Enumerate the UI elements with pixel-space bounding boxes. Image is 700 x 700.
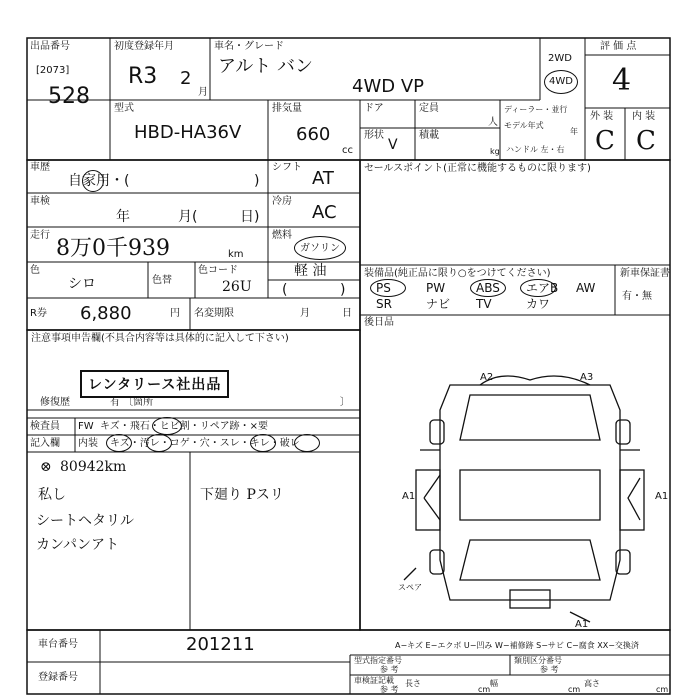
hw-right-note: 下廻り Pスリ [200, 487, 284, 503]
equipment-label: 装備品(純正品に限り○をつけてください) [364, 268, 551, 279]
fuel-gasoline: ガソリン [300, 243, 340, 254]
mark-a3: A3 [580, 372, 594, 383]
cert-ref: 参 考 [380, 685, 399, 694]
int-check-text: キズ・汚レ・コゲ・穴・スレ・キレ・破レ [110, 438, 300, 449]
history-label: 車歴 [30, 162, 50, 173]
repair-close: 〕 [340, 397, 350, 408]
expiry-month: 月 [300, 308, 310, 319]
color-value: シロ [68, 276, 96, 292]
door-label: ドア [364, 103, 384, 114]
model-label: 型式 [114, 103, 134, 114]
mileage-unit: km [228, 249, 244, 260]
inspection-year: 年 [116, 209, 130, 225]
model-year-label: モデル年式 [504, 121, 544, 130]
mileage-value: 8万0千939 [56, 236, 170, 261]
first-reg-label: 初度登録年月 [114, 41, 174, 52]
rental-stamp: レンタリース社出品 [80, 370, 229, 398]
grade: 4WD VP [352, 76, 424, 97]
inspector-label-2: 記入欄 [30, 438, 60, 449]
ext-value: C [595, 126, 615, 156]
dealer-label: ディーラー・並行 [504, 105, 568, 114]
color-code-label: 色コード [198, 265, 238, 276]
eval-score: 4 [612, 63, 632, 98]
left-door-outline [416, 470, 440, 530]
inspector-label-1: 検査員 [30, 421, 60, 432]
int-check-label: 内装 [78, 438, 98, 449]
recycle-label: R券 [30, 308, 47, 319]
cat-label: 類別区分番号 [514, 656, 562, 665]
mark-a1-rear: A1 [575, 619, 589, 630]
warranty-value: 有・無 [622, 291, 652, 302]
warranty-label: 新車保証書 [620, 268, 670, 279]
equipment-item: AW [576, 281, 596, 295]
car-name-label: 車名・グレード [214, 41, 284, 52]
hw-line-1: 私し [38, 487, 66, 503]
shape-value: V [388, 137, 398, 153]
mark-a1-left: A1 [402, 491, 416, 502]
length-label: 長さ [405, 679, 421, 688]
chassis-label: 車台番号 [38, 639, 78, 650]
color-change-label: 色替 [152, 275, 172, 286]
recycle-value: 6,880 [80, 303, 132, 324]
recycle-unit: 円 [170, 308, 180, 319]
model-code: HBD-HA36V [134, 122, 242, 143]
inspection-label: 車検 [30, 196, 50, 207]
shift-value: AT [312, 168, 334, 189]
disp-unit: cc [342, 145, 353, 156]
damage-legend: A−キズ E−エクボ U−凹み W−補修跡 S−サビ C−腐食 XX−交換済 [395, 641, 639, 650]
hw-line-2: シートヘタリル [36, 513, 134, 529]
mark-a1-right: A1 [655, 491, 669, 502]
equipment-item: PS [376, 281, 391, 295]
year-unit: 年 [570, 127, 578, 136]
lot-label: 出品番号 [30, 41, 70, 52]
spare-note: スペア [398, 583, 422, 592]
expiry-day: 日 [342, 308, 352, 319]
rear-window-outline [460, 540, 600, 580]
fuel-close: ) [340, 282, 346, 298]
shape-label: 形状 [364, 130, 384, 141]
equipment-item: PW [426, 281, 446, 295]
aircon-label: 冷房 [272, 196, 292, 207]
hw-mileage: 80942km [60, 459, 127, 475]
width-label: 幅 [490, 679, 498, 688]
equipment-item: カワ [526, 297, 551, 311]
aircon-value: AC [312, 202, 337, 223]
fuel-open: ( [282, 282, 288, 298]
repair-label: 修復歴 [40, 397, 70, 408]
roof-outline [460, 470, 600, 520]
int-label: 内 装 [632, 111, 656, 122]
windshield-outline [460, 395, 600, 440]
history-value: 自家用・( [68, 173, 130, 189]
history-close: ) [254, 173, 260, 189]
load-unit: kg [490, 147, 500, 156]
fw-label: FW [78, 421, 94, 432]
disp-label: 排気量 [272, 103, 302, 114]
int-value: C [636, 126, 656, 156]
equipment-item: ナビ [426, 297, 451, 311]
load-label: 積載 [419, 130, 439, 141]
fuel-label: 燃料 [272, 230, 292, 241]
inspection-month: 月( [178, 209, 198, 225]
capacity-label: 定員 [419, 103, 439, 114]
mileage-label: 走行 [30, 230, 50, 241]
car-name: アルト バン [218, 56, 314, 77]
handle-label: ハンドル 左・右 [506, 145, 565, 154]
drive-4wd: 4WD [549, 76, 573, 87]
right-door-outline [620, 470, 644, 530]
equipment-item: エアB [526, 281, 559, 295]
equipment-item: TV [476, 297, 492, 311]
month-unit: 月 [198, 87, 208, 98]
era-year: R3 [128, 64, 158, 89]
width-cm: cm [568, 685, 581, 694]
hw-mileage-icon: ⊗ [40, 459, 52, 475]
type-label: 型式指定番号 [354, 656, 402, 665]
lot-code: [2073] [36, 65, 70, 76]
repair-value: 有 〔箇所 [110, 397, 154, 408]
drive-2wd: 2WD [548, 53, 572, 64]
car-body-outline [440, 385, 620, 600]
mark-a2: A2 [480, 372, 494, 383]
chassis-value: 201211 [186, 634, 255, 655]
length-cm: cm [478, 685, 491, 694]
eval-label: 評 価 点 [600, 41, 637, 52]
fuel-diesel: 軽 油 [294, 263, 327, 279]
reg-month: 2 [180, 68, 192, 89]
notes-label: 注意事項申告欄(不具合内容等は具体的に記入して下さい) [31, 333, 289, 344]
cert-label: 車検証記載 [354, 676, 394, 685]
disp-value: 660 [296, 124, 331, 145]
wheel-fl [430, 420, 444, 444]
capacity-unit: 人 [488, 117, 498, 128]
height-cm: cm [656, 685, 669, 694]
fw-text: キズ・飛石・ヒビ割・リペア跡・×要 [100, 421, 268, 432]
wheel-rr [616, 550, 630, 574]
height-label: 高さ [584, 679, 600, 688]
expiry-label: 名変期限 [194, 308, 234, 319]
type-ref: 参 考 [380, 665, 399, 674]
lot-number: 528 [48, 84, 90, 109]
equipment-item: ABS [476, 281, 500, 295]
rear-bumper-outline [510, 590, 550, 608]
equipment-item: SR [376, 297, 392, 311]
wheel-fr [616, 420, 630, 444]
cat-ref: 参 考 [540, 665, 559, 674]
hw-line-3: カンパンアト [36, 537, 120, 553]
color-code-value: 26U [222, 279, 252, 295]
wheel-rl [430, 550, 444, 574]
reg-label: 登録番号 [38, 672, 78, 683]
color-label: 色 [30, 265, 40, 276]
shift-label: シフト [272, 162, 302, 173]
rear-seat-label: 後日品 [364, 317, 394, 328]
sales-point-label: セールスポイント(正常に機能するものに限ります) [364, 163, 591, 174]
ext-label: 外 装 [590, 111, 614, 122]
inspection-day: 日) [240, 209, 260, 225]
